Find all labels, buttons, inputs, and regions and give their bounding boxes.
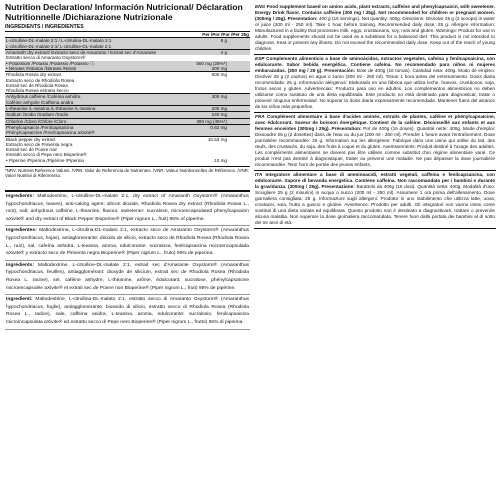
ingredients-label: Ingredientes: xyxy=(6,228,37,234)
language-section-esp xyxy=(254,55,496,113)
section-lead: Food supplement based on amino acids, plant extracts, caffeine and phenylcapsaicin, with sweetener. Energy Drink flavor. Contains caffeine (300 mg / 25g). Not recommended for children or pregnant women. (300mg / 25g). Presentation: xyxy=(255,4,495,21)
nutrient-unit xyxy=(228,158,250,163)
nutrient-name: L-citrulline-DL-malate 2:1/ L-citrulline-DL-malate 2:1 xyxy=(5,44,182,50)
nutrient-value: 240 mg xyxy=(182,112,228,118)
nutrient-name: Estratto secco di Pepe nero Bioperine® xyxy=(6,152,87,158)
nutrient-name: Phénylcapsaïcine /Fenilcapsaicina aXivite® xyxy=(5,130,182,136)
nutrient-name: Chlorine /Cloro /Chlore /Cloro xyxy=(5,118,182,124)
table-header-cell: Per /Por /Par /Per 25g xyxy=(182,32,250,38)
language-section-eng xyxy=(254,3,496,55)
section-text: Barattolo da 400g (16 dosi). Quantità netta: 400g. Modalità d'uso: Sciogliere 25 g (2 misurini) in acqua o succo (200 ml - 250 ml). Assumere 1 ora prima dell'allenamento. Dose giornaliera consigliata: 25 g. Informazioni sugli allergeni: Prodotto in uno stabilimento che utilizza latte, uova, crostacei, soia, frutta a guscio e glutine. Avvertenze: Prodotto per adulti. Gli integratori non vanno intesi come sostituti di una dieta variata ed equilibrata. Questo prodotto non è destinato a diagnosticare, trattare o prevenire alcuna malattia. Non superare la dose giornaliera raccomandata. Tenere fuori dalla portata dei bambini al di sotto dei tre anni di età. xyxy=(255,184,495,225)
language-tag: ENG xyxy=(255,4,266,9)
nutrient-value: 10.53 mg xyxy=(182,136,228,142)
section-lead: Complemento alimenticio a base de aminoácidos, extractos vegetales, cafeína y fenilcapsaicina, con edulcorante. Sabor bebida energética. Contiene cafeína. No recomendado para niños ni mujeres embarazadas. (300 mg / 25 g). Presentación: xyxy=(255,56,495,73)
ingredients-paragraph xyxy=(5,261,250,295)
nutrient-value: 300 mg xyxy=(182,66,228,72)
language-section-fra xyxy=(254,113,496,171)
nutrient-name: Estratto secco di Amaranto Oxystorm® xyxy=(6,55,86,61)
ingredients-label: Ingredienti: xyxy=(6,297,33,303)
nutrient-name: Extracto seco de Rhodiola Rosea xyxy=(6,77,75,83)
nutrient-name: L-theanine /L-teanina /L-théanine /L-teanina xyxy=(5,106,182,112)
nutrient-value: 300 mg xyxy=(182,94,228,100)
nutrient-value: 600 mg xyxy=(182,72,228,78)
nutrient-name: Extrait sec de Rhodiola Rosea xyxy=(6,82,68,88)
nutrient-name: Rhodiola Rosea dry extract xyxy=(5,72,182,78)
nutrient-value: 8 g xyxy=(182,38,228,44)
section-lead: Integratore alimentare a base di amminoacidi, estratti vegetali, caffeina e fenilcapsaicina, con edulcorante. Sapore di bevanda energetica. Contiene caffeina. Non raccomandato per i bambini e durante la gravidanza. (300mg / 25g). Presentazione: xyxy=(255,172,495,189)
nutrient-name: Caféine anhydre /Caffeina anidra xyxy=(5,100,182,106)
table-row xyxy=(5,158,250,163)
nutrient-name: • Piperine /Piperina /Pipérine /Piperina xyxy=(6,157,84,163)
nutrient-name: Extracto seco de Pimienta negra xyxy=(6,141,73,147)
ingredients-paragraph xyxy=(5,226,250,260)
ingredients-text: Maltodextrina, L-citrulina-DL-malato 2:1, extracto seco de Amaranto Oxystorm® (Amaranthus hypochondriacus, hojas), antiaglomerante: dióxido de silicio, extracto seco de Rhodiola Rosea (Rhodiola Rosea L., raíz), sal, cafeína anhidra, L-teanina, aroma, edulcorante: sucralosa, fenilcapsaicina microencapsulada aXivite® y extracto seco de Pimienta negra Bioperine® (Piper nigrum L., fruto) 95% de piperina. xyxy=(6,228,250,257)
ingredients-text: Maltodextrine, L-citrulline-DL-malate 2:1, extrait sec d'Amarante Oxystorm® (Amaranthus hypochondriacus, feuilles), antiagglomérant: dioxyde de silicium, extrait sec de Rhodiola Rosea (Rhodiola Rosea L. racine), sel, caféine anhydre, L-théanine, arôme, édulcorant: sucralose, phénylcapsaïcine microencapsulée aXivite® et extrait sec de Poivre noir Bioperine® (Piper nigrum L., fruit) 95% de pipérine. xyxy=(6,262,250,291)
nrv-notes: *NRV: Nutrient Reference Values. /VRN: Valor de Referencia de Nutrientes. /VNR: Valeur Nutritionnelles de Référence. /VNR: Valori Nutritivi di Riferimento. xyxy=(5,166,250,187)
nutrient-value: 560 mg (28%*) xyxy=(182,61,228,66)
nutrient-value: 10 mg xyxy=(214,157,227,163)
nutrient-value: 360 mg (45%*) xyxy=(182,118,228,124)
nutrient-name: • Potassium /Potasio /Potassio /Potassio ⓘ xyxy=(5,61,182,66)
ingredients-label: Ingrédients: xyxy=(6,262,34,268)
language-tag: FRA xyxy=(255,114,265,119)
nutrient-name: Amaranth dry extract/ Extracto seco de Amaranto / Extrait sec d'Amarante xyxy=(5,50,182,56)
ingredients-label: Ingredients: xyxy=(6,194,34,200)
language-section-ita xyxy=(254,171,496,229)
section-text: Pot de 400g (16 doses). Quantité nette: 400g. Mode d'emploi: Dissoudre 25 g (2 dosettes) dans de l'eau ou du jus (200 ml - 250 ml). Prendre 1 heure avant l'entraînement. Dose journalière recommandée: 25 g. Information sur les allergènes: Fabriqué dans une usine qui utilise du lait, des œufs, des crustacés, du soja, des fruits à coque et du gluten. Avertissements: Produit destiné à l'usage des adultes. Les compléments alimentaires ne doivent pas être utilisés comme substitut d'un régime alimentaire varié. Ce produit n'est pas destiné à diagnostiquer, traiter ou prévenir une maladie. Ne pas dépasser la dose journalière recommandée. Tenir hors de portée des jeunes enfants. xyxy=(255,126,496,167)
ingredients-paragraph xyxy=(5,295,250,329)
section-lead: Complément alimentaire à base d'acides aminés, extraits de plantes, caféine et phénylcapsaïcine, avec édulcorant. Saveur de boisson énergétique. Contient de la caféine. Déconseillé aux enfants et aux femmes enceintes (300mg / 25g). Présentation: xyxy=(255,114,495,131)
left-column xyxy=(5,3,250,497)
nutrient-name: Black pepper dry extract xyxy=(5,136,182,142)
right-column xyxy=(254,3,496,497)
ingredients-block xyxy=(5,190,250,330)
section-text: Bote de 400g (16 tomas). Cantidad neta: 400g. Modo de empleo: Disolver 25 g (2 cacitos) en agua o zumo (200 ml - 250 ml). Tomar 1 hora antes del entrenamiento. Dosis diaria recomendada: 25 g. Información alérgenos: Elaborado en una fábrica que utiliza leche, huevos, crustáceos, soja, frutos secos y gluten. Advertencias: Producto para uso en adultos. Los complementos alimenticios no deben utilizarse como sustituto de una dieta equilibrada. Este producto no está destinado para diagnosticar, tratar o prevenir ninguna enfermedad. No superar la dosis diaria expresamente recomendada. Mantener fuera del alcance de los niños más pequeños. xyxy=(255,68,495,109)
nutrient-name: Sodium /Sodio /Sodium /Sodio xyxy=(5,112,182,118)
nutrient-value: 0.62 mg xyxy=(182,124,228,130)
nutrient-name: Rhodiola Rosea estratto secco xyxy=(6,88,69,94)
ingredients-text: Maltodestrine, L-citrullina-DL-malato 2:1, estratto secco di Amaranto Oxystorm® (Amaranthus hypochondriacus, foglie), antiagglomerante: biossido di silicio, estratto secco di Rhodiola Rosea (Rhodiola Rosea L., radice), sale, caffeina anidra, L-teanina, aroma, edulcorante: sucralosio, fenilcapsaicina microincapsulata aXivite® ed estratto secco di Pepe nero Bioperine® (Piper nigrum L., frutto) 95% di piperina. xyxy=(6,297,249,325)
nutrition-table xyxy=(5,32,250,163)
nutrient-value: 200 mg xyxy=(182,106,228,112)
ingredients-paragraph xyxy=(5,192,250,226)
nutrient-name: L-citrulline-DL-malate 2:1 / L-citrulina-DL-malato 2:1 xyxy=(5,38,182,44)
ingredients-header: INGREDIENTS / INGREDIENTES xyxy=(5,24,250,32)
nutrition-declaration-title: Nutrition Declaration/ Información Nutricional/ Déclaration Nutritionnelle /Dichiarazione Nutrizionale xyxy=(5,2,243,22)
language-tag: ITA xyxy=(255,172,263,177)
nutrient-value: 4 g xyxy=(182,50,228,56)
language-tag: ESP xyxy=(255,56,265,61)
nutrient-name: Extrait sec de Poivre noir xyxy=(6,147,58,153)
ingredients-text: Maltodextrine, L-citrulline-DL-malate 2:1, dry extract of Amaranth Oxystorm® (Amaranthus hypochondriacus, leaves), anti-caking agent: silicon dioxide, Rhodiola Rosea dry extract (Rhodiola Rosea L., root), salt, anhydrous caffeine, L-theanine, flavour, sweetener: sucralose, microencapsulated phenylcapsaicin aXivite® and dry extract of Black Pepper Bioperine® (Piper nigrum L., fruit) 95% of piperine. xyxy=(6,194,249,222)
section-text: 400 g (16 servings). Net quantity: 400g. Directions: Dissolve 25 g (2 scoops) in water or juice (200 ml - 250 ml). Take 1 hour before training. Recommended daily dose: 25 g. Allergen information: Manufactured in a facility that processes milk, eggs, crustaceans, soy, nuts and gluten. Warnings: Product for use in adults. Food supplements should not be used as a substitute for a balanced diet. This product is not intended to diagnose, treat or prevent any illness. Do not exceed the recommended daily dose. Keep out of the reach of young children. xyxy=(255,16,495,51)
nutrient-name: Phenylcapsaicin /Fenilcapsaicina xyxy=(5,124,182,130)
nutrient-name: • Nitrates /Nitratos /Nitrates /Nitrati xyxy=(5,66,182,72)
nutrient-name: Anhydrous caffeine /Cafeína anhidra xyxy=(5,94,182,100)
